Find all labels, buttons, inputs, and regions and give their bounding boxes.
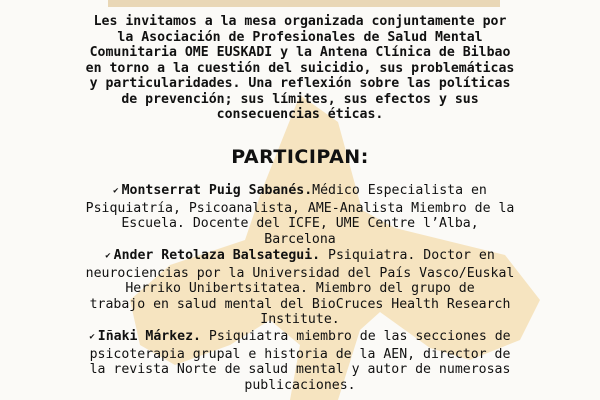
checkmark-icon: ✔ <box>113 186 119 196</box>
participant-name: Ander Retolaza Balsategui. <box>113 248 321 263</box>
participant-entry <box>64 183 536 247</box>
participant-entry <box>64 248 536 328</box>
participant-name: Iñaki Márkez. <box>97 329 201 344</box>
participant-description: Psiquiatra miembro de las secciones de psicoterapia grupal e historia de la AEN, director de la revista Norte de salud mental y autor de numerosas publicaciones. <box>89 329 511 393</box>
participant-entry <box>64 329 536 393</box>
checkmark-icon: ✔ <box>89 332 95 342</box>
checkmark-icon: ✔ <box>105 251 111 261</box>
participant-description: Médico Especialista en Psiquiatría, Psicoanalista, AME-Analista Miembro de la Escuela. Docente del ICFE, UME Centre l’Alba, Barcelona <box>85 183 515 247</box>
participant-name: Montserrat Puig Sabanés. <box>121 183 313 198</box>
participant-description: Psiquiatra. Doctor en neurociencias por la Universidad del País Vasco/Euskal Herriko Unibertsitatea. Miembro del grupo de trabajo en salud mental del BioCruces Health Research Institute. <box>85 248 515 328</box>
invitation-paragraph: Les invitamos a la mesa organizada conjuntamente por la Asociación de Profesionales de Salud Mental Comunitaria OME EUSKADI y la Antena Clínica de Bilbao en torno a la cuestión del suicidio, sus problemáticas y particularidades. Una reflexión sobre las políticas de prevención; sus límites, sus efectos y sus consecuencias éticas. <box>85 14 515 122</box>
participants-heading: PARTICIPAN: <box>231 146 369 168</box>
